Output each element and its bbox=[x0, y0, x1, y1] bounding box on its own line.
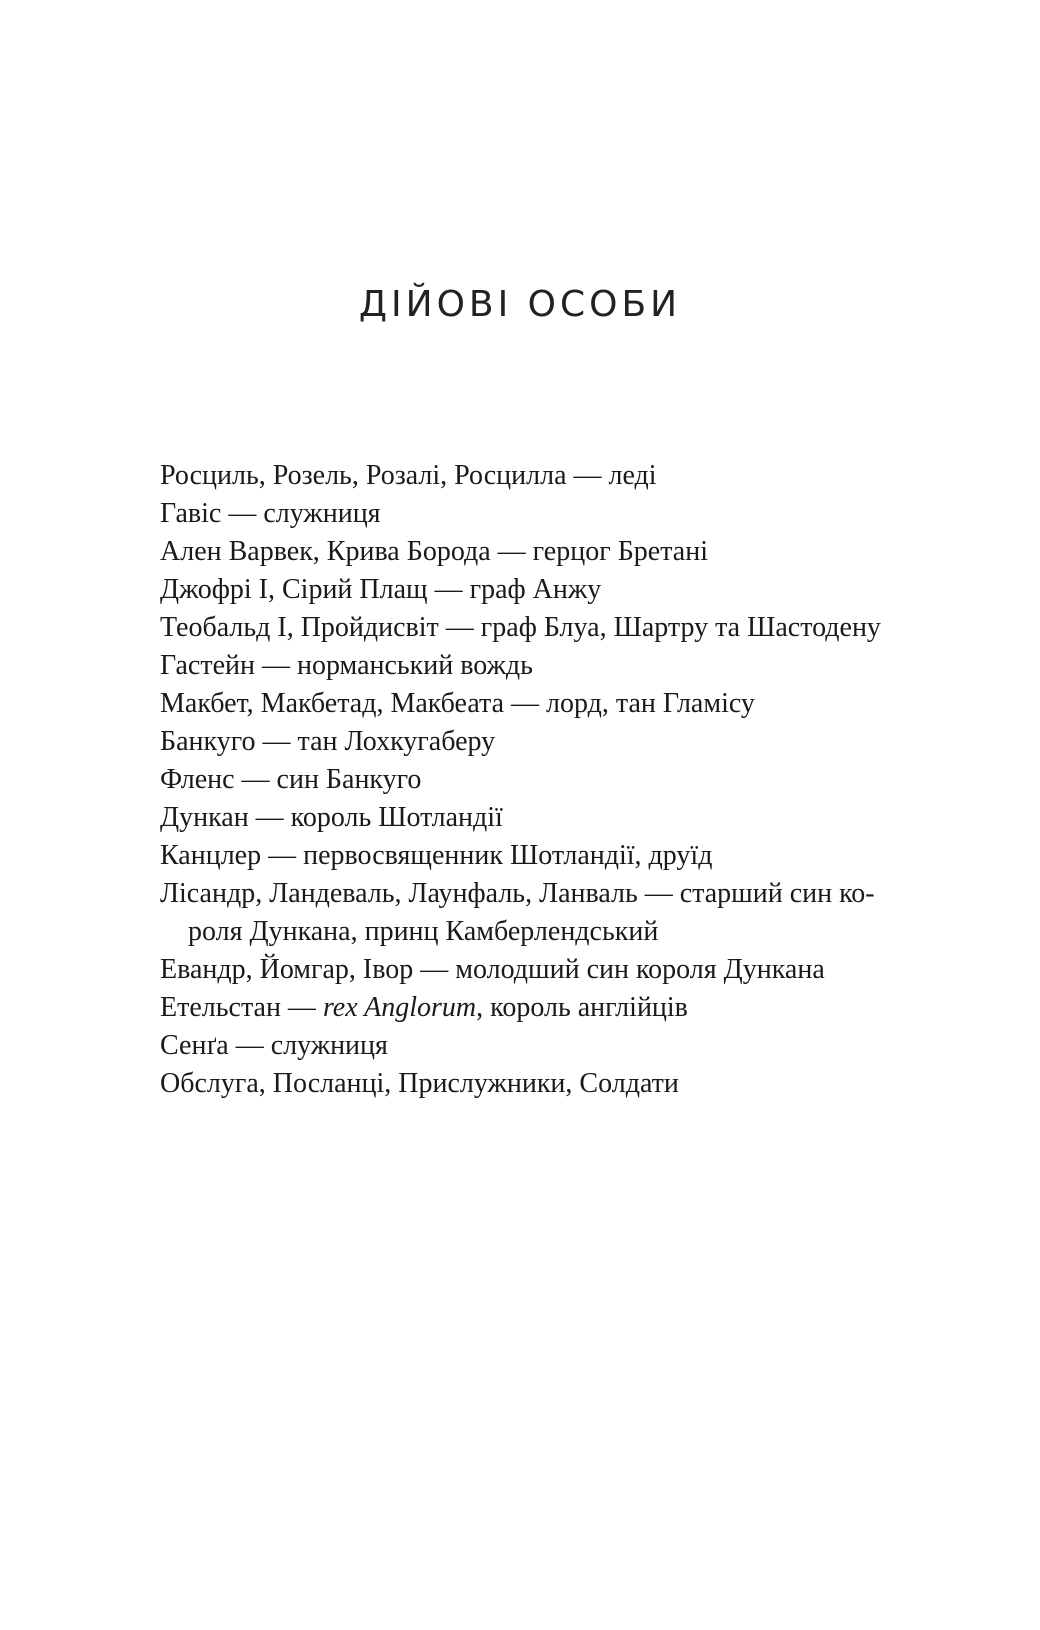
cast-item-lisandr-line1: Лісандр, Ландеваль, Лаунфаль, Ланваль — старший син ко- bbox=[160, 878, 875, 909]
cast-list bbox=[160, 457, 890, 1103]
page-title: ДІЙОВІ ОСОБИ bbox=[358, 284, 682, 325]
cast-item-evandr: Евандр, Йомгар, Івор — молодший син короля Дункана bbox=[160, 954, 825, 985]
cast-item-obsluga: Обслуга, Посланці, Прислужники, Солдати bbox=[160, 1068, 679, 1099]
cast-item-roscil: Росциль, Розель, Розалі, Росцилла — леді bbox=[160, 460, 657, 491]
cast-item-jofri: Джофрі І, Сірий Плащ — граф Анжу bbox=[160, 574, 602, 605]
cast-item-etelstan-title: rex Anglorum bbox=[322, 992, 477, 1023]
cast-item-gastein: Гастейн — норманський вождь bbox=[160, 650, 533, 681]
cast-item-alen-varvek: Ален Варвек, Крива Борода — герцог Бретані bbox=[160, 536, 708, 567]
cast-item-flens: Фленс — син Банкуго bbox=[160, 764, 422, 795]
cast-item-lisandr-line2: роля Дункана, принц Камберлендський bbox=[188, 916, 659, 947]
cast-item-bankugo: Банкуго — тан Лохкугаберу bbox=[160, 726, 496, 757]
cast-item-etelstan-desc: , король англійців bbox=[476, 992, 688, 1023]
cast-item-dunkan: Дункан — король Шотландії bbox=[160, 802, 503, 833]
cast-item-teobald: Теобальд І, Пройдисвіт — граф Блуа, Шартру та Шастодену bbox=[160, 612, 881, 643]
cast-item-kancler: Канцлер — первосвященник Шотландії, друїд bbox=[160, 840, 713, 871]
cast-item-lisandr bbox=[160, 875, 890, 951]
cast-item-etelstan-name: Етельстан — bbox=[160, 992, 323, 1023]
cast-item-gavis: Гавіс — служниця bbox=[160, 498, 381, 529]
cast-item-etelstan bbox=[160, 989, 890, 1027]
cast-item-senga: Сенґа — служниця bbox=[160, 1030, 388, 1061]
cast-item-makbet: Макбет, Макбетад, Макбеата — лорд, тан Гламісу bbox=[160, 688, 755, 719]
